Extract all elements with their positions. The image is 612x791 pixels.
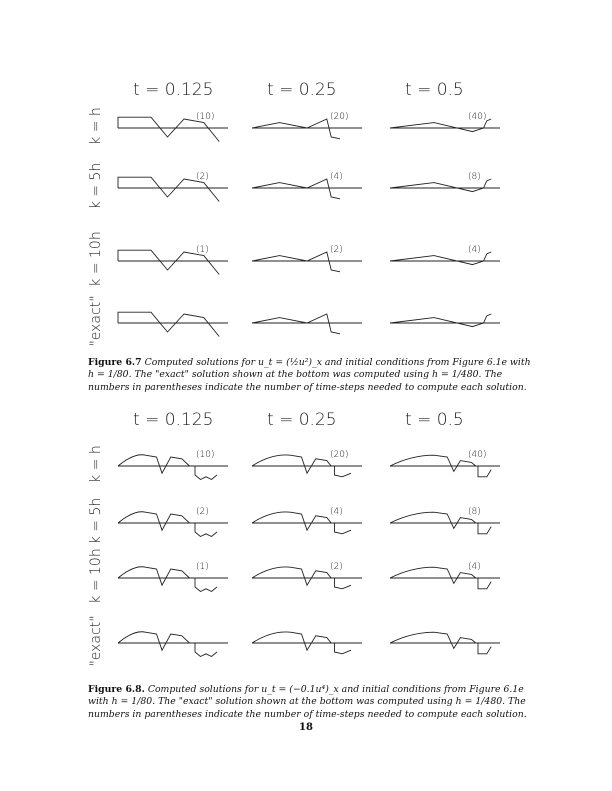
row-label: k = h	[88, 445, 104, 483]
step-count: (10)	[196, 112, 215, 122]
solution-plot	[252, 625, 362, 661]
solution-plot	[252, 560, 362, 596]
column-title: t = 0.5	[405, 80, 464, 100]
solution-plot	[118, 305, 228, 341]
solution-curve	[252, 314, 340, 334]
step-count: (40)	[468, 112, 487, 122]
step-count: (2)	[330, 562, 343, 572]
column-title: t = 0.5	[405, 410, 464, 430]
solution-plot	[252, 505, 362, 541]
solution-plot	[252, 170, 362, 206]
solution-plot	[390, 243, 500, 279]
solution-curve	[390, 314, 491, 327]
solution-plot	[390, 505, 500, 541]
row-label: k = 10h	[88, 548, 104, 604]
step-count: (1)	[196, 562, 209, 572]
step-count: (2)	[196, 507, 209, 517]
step-count: (20)	[330, 450, 349, 460]
figure-6-8-caption	[88, 684, 538, 721]
column-title: t = 0.25	[267, 410, 337, 430]
solution-curve	[118, 312, 219, 336]
solution-plot	[390, 305, 500, 341]
step-count: (20)	[330, 112, 349, 122]
caption-text: Computed solutions for u_t = (−0.1u⁴)_x and initial conditions from Figure 6.1e with h = 1/80. The "exact" solution shown at the bottom was computed using h = 1/480. The numbers in parentheses indicate the number of time-steps needed to compute each solution.	[88, 684, 527, 720]
column-title: t = 0.125	[133, 80, 214, 100]
row-label: "exact"	[88, 295, 104, 347]
row-label: k = 5h	[88, 162, 104, 210]
solution-plot	[390, 170, 500, 206]
step-count: (8)	[468, 172, 481, 182]
page-number: 18	[299, 722, 313, 733]
row-label: k = h	[88, 107, 104, 145]
solution-plot	[118, 243, 228, 279]
step-count: (4)	[468, 562, 481, 572]
step-count: (2)	[330, 245, 343, 255]
caption-label: Figure 6.7	[88, 357, 142, 368]
step-count: (4)	[468, 245, 481, 255]
solution-curve	[252, 179, 340, 199]
figure-6-7-caption	[88, 357, 538, 394]
solution-curve	[118, 632, 217, 657]
row-label: k = 5h	[88, 497, 104, 545]
caption-text: Computed solutions for u_t = (½u²)_x and initial conditions from Figure 6.1e with h = 1/80. The "exact" solution shown at the bottom was computed using h = 1/480. The numbers in parentheses indicate the number of time-steps needed to compute each solution.	[88, 357, 531, 393]
step-count: (4)	[330, 507, 343, 517]
step-count: (10)	[196, 450, 215, 460]
column-title: t = 0.25	[267, 80, 337, 100]
caption-label: Figure 6.8.	[88, 684, 145, 695]
solution-plot	[118, 505, 228, 541]
step-count: (4)	[330, 172, 343, 182]
step-count: (40)	[468, 450, 487, 460]
solution-plot	[252, 305, 362, 341]
step-count: (1)	[196, 245, 209, 255]
row-label: k = 10h	[88, 231, 104, 287]
solution-curve	[252, 252, 340, 272]
solution-plot	[390, 625, 500, 661]
solution-plot	[252, 243, 362, 279]
step-count: (8)	[468, 507, 481, 517]
solution-curve	[252, 119, 340, 139]
column-title: t = 0.125	[133, 410, 214, 430]
step-count: (2)	[196, 172, 209, 182]
row-label: "exact"	[88, 615, 104, 667]
solution-plot	[118, 170, 228, 206]
solution-plot	[118, 625, 228, 661]
solution-plot	[390, 560, 500, 596]
solution-plot	[118, 560, 228, 596]
